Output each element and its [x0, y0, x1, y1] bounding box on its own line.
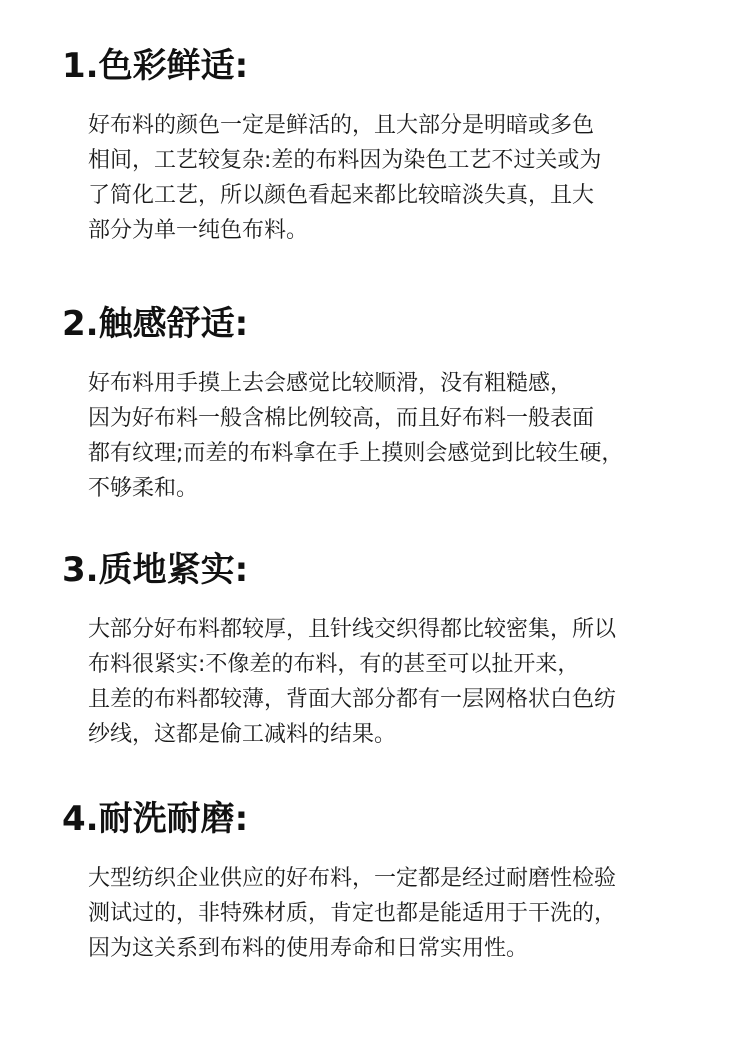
- body-line: 大型纺织企业供应的好布料，一定都是经过耐磨性检验: [88, 866, 617, 891]
- body-line: 纱线，这都是偷工减料的结果。: [88, 722, 397, 747]
- body-line: 因为好布料一般含棉比例较高，而且好布料一般表面: [88, 406, 595, 431]
- body-line: 因为这关系到布料的使用寿命和日常实用性。: [88, 936, 529, 961]
- body-line: 相间，工艺较复杂:差的布料因为染色工艺不过关或为: [88, 148, 602, 173]
- section-body: [88, 366, 688, 506]
- section-body: [88, 861, 688, 966]
- section-body: [88, 108, 688, 248]
- body-line: 好布料的颜色一定是鲜活的，且大部分是明暗或多色: [88, 113, 595, 138]
- section-heading: 3.质地紧实:: [62, 550, 249, 590]
- body-line: 大部分好布料都较厚，且针线交织得都比较密集，所以: [88, 617, 617, 642]
- section-heading: 4.耐洗耐磨:: [62, 799, 249, 839]
- body-line: 测试过的，非特殊材质，肯定也都是能适用于干洗的，: [88, 901, 617, 926]
- body-line: 且差的布料都较薄，背面大部分都有一层网格状白色纺: [88, 687, 617, 712]
- body-line: 都有纹理;而差的布料拿在手上摸则会感觉到比较生硬，: [88, 441, 624, 466]
- body-line: 部分为单一纯色布料。: [88, 218, 309, 243]
- body-line: 布料很紧实:不像差的布料，有的甚至可以扯开来，: [88, 652, 580, 677]
- section-heading: 1.色彩鲜适:: [62, 46, 249, 86]
- section-heading: 2.触感舒适:: [62, 304, 249, 344]
- body-line: 不够柔和。: [88, 476, 199, 501]
- section-body: [88, 612, 688, 752]
- body-line: 好布料用手摸上去会感觉比较顺滑，没有粗糙感，: [88, 371, 573, 396]
- body-line: 了简化工艺，所以颜色看起来都比较暗淡失真，且大: [88, 183, 595, 208]
